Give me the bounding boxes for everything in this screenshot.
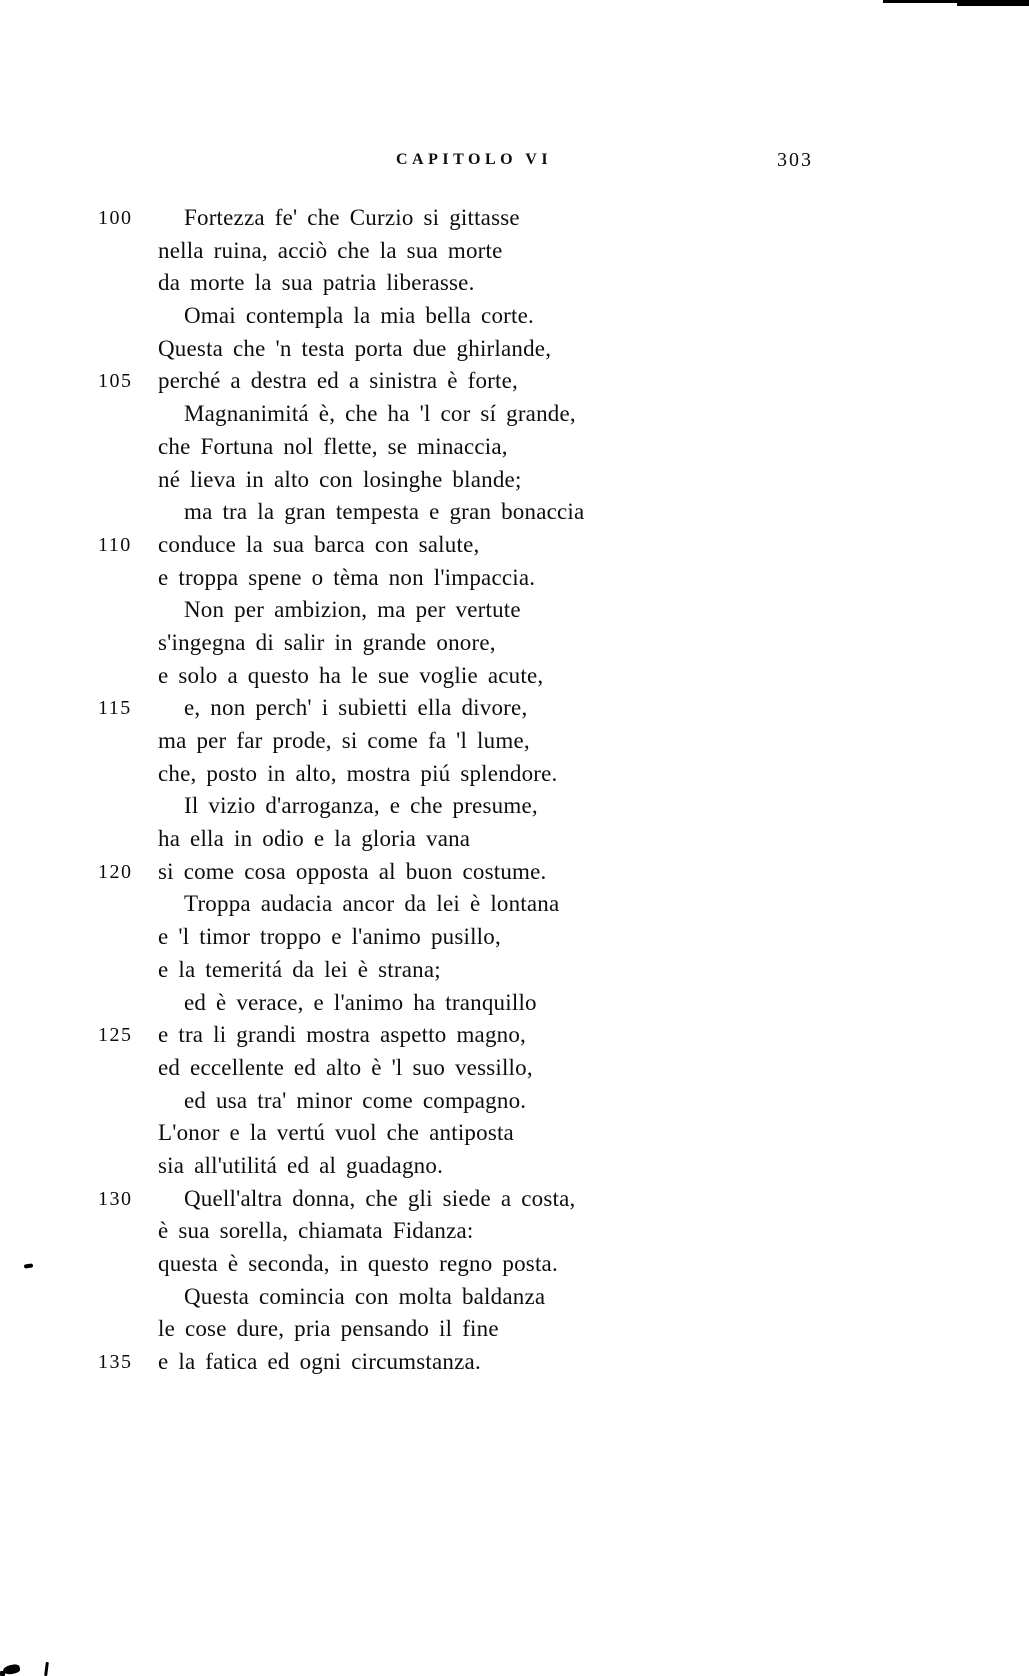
poem-line: [0, 594, 1029, 627]
poem-line: [0, 202, 1029, 235]
poem-line: [0, 431, 1029, 464]
poem-line: [0, 496, 1029, 529]
poem-line: [0, 954, 1029, 987]
poem-line: [0, 235, 1029, 268]
verse-text: Questa comincia con molta baldanza: [184, 1283, 546, 1309]
poem-line: [0, 1052, 1029, 1085]
poem-line: [0, 987, 1029, 1020]
poem-line: [0, 627, 1029, 660]
scan-artifact-top-bar-thick: [957, 0, 1029, 6]
poem-text-block: [0, 202, 1029, 1379]
poem-line: [0, 1313, 1029, 1346]
verse-text: né lieva in alto con losinghe blande;: [158, 466, 522, 492]
poem-line: [0, 562, 1029, 595]
verse-text: Questa che 'n testa porta due ghirlande,: [158, 335, 552, 361]
verse-text: e solo a questo ha le sue voglie acute,: [158, 662, 544, 688]
verse-text: da morte la sua patria liberasse.: [158, 270, 475, 296]
verse-text: e 'l timor troppo e l'animo pusillo,: [158, 924, 501, 950]
poem-line: [0, 1117, 1029, 1150]
verse-text: e la temeritá da lei è strana;: [158, 956, 441, 982]
poem-line: [0, 660, 1029, 693]
poem-line: [0, 464, 1029, 497]
verse-text: si come cosa opposta al buon costume.: [158, 858, 547, 884]
verse-text: nella ruina, acciò che la sua morte: [158, 237, 503, 263]
verse-text: che, posto in alto, mostra piú splendore.: [158, 760, 558, 786]
poem-line: [0, 921, 1029, 954]
poem-line: [0, 1085, 1029, 1118]
verse-text: e troppa spene o tèma non l'impaccia.: [158, 564, 536, 590]
verse-text: Quell'altra donna, che gli siede a costa,: [184, 1185, 576, 1211]
scan-artifact-corner-smudge: [2, 1663, 20, 1675]
verse-line-number: 115: [98, 697, 132, 720]
verse-text: e tra li grandi mostra aspetto magno,: [158, 1022, 526, 1048]
poem-line: [0, 529, 1029, 562]
poem-line: [0, 333, 1029, 366]
verse-text: Il vizio d'arroganza, e che presume,: [184, 793, 538, 819]
verse-text: ha ella in odio e la gloria vana: [158, 826, 471, 852]
verse-text: s'ingegna di salir in grande onore,: [158, 629, 496, 655]
poem-line: [0, 267, 1029, 300]
verse-text: Troppa audacia ancor da lei è lontana: [184, 891, 560, 917]
poem-line: [0, 398, 1029, 431]
verse-text: le cose dure, pria pensando il fine: [158, 1316, 499, 1342]
page-number: 303: [777, 149, 813, 171]
verse-text: questa è seconda, in questo regno posta.: [158, 1251, 558, 1276]
poem-line: [0, 300, 1029, 333]
poem-line: [0, 1150, 1029, 1183]
verse-text: Fortezza fe' che Curzio si gittasse: [184, 205, 520, 230]
verse-text: ed è verace, e l'animo ha tranquillo: [184, 989, 537, 1015]
verse-line-number: 105: [98, 370, 133, 393]
poem-line: [0, 823, 1029, 856]
verse-text: Magnanimitá è, che ha 'l cor sí grande,: [184, 401, 576, 427]
poem-line: [0, 1019, 1029, 1052]
poem-line: [0, 1248, 1029, 1281]
verse-text: ed usa tra' minor come compagno.: [184, 1087, 527, 1113]
poem-line: [0, 692, 1029, 725]
verse-text: ma tra la gran tempesta e gran bonaccia: [184, 499, 585, 525]
verse-text: ed eccellente ed alto è 'l suo vessillo,: [158, 1054, 533, 1080]
scan-artifact-corner-mark: [44, 1662, 49, 1676]
verse-text: ma per far prode, si come fa 'l lume,: [158, 728, 530, 753]
poem-line: [0, 758, 1029, 791]
poem-line: [0, 1183, 1029, 1216]
verse-text: Non per ambizion, ma per vertute: [184, 597, 521, 623]
poem-line: [0, 1346, 1029, 1379]
verse-text: è sua sorella, chiamata Fidanza:: [158, 1218, 474, 1244]
verse-line-number: 110: [98, 533, 132, 556]
verse-line-number: 135: [98, 1351, 133, 1374]
scan-artifact-corner-dot: [0, 1671, 5, 1676]
poem-line: [0, 725, 1029, 758]
verse-text: L'onor e la vertú vuol che antiposta: [158, 1120, 514, 1146]
verse-text: conduce la sua barca con salute,: [158, 531, 480, 557]
verse-text: perché a destra ed a sinistra è forte,: [158, 368, 518, 394]
verse-line-number: 130: [98, 1187, 133, 1210]
poem-line: [0, 1215, 1029, 1248]
verse-line-number: 100: [98, 207, 133, 229]
verse-text: Omai contempla la mia bella corte.: [184, 303, 534, 329]
verse-line-number: 120: [98, 860, 133, 883]
chapter-heading: CAPITOLO VI: [396, 151, 553, 168]
verse-line-number: 125: [98, 1024, 133, 1047]
verse-text: e la fatica ed ogni circumstanza.: [158, 1349, 481, 1375]
poem-line: [0, 365, 1029, 398]
poem-line: [0, 790, 1029, 823]
poem-line: [0, 856, 1029, 889]
verse-text: che Fortuna nol flette, se minaccia,: [158, 433, 508, 459]
verse-text: sia all'utilitá ed al guadagno.: [158, 1152, 444, 1178]
verse-text: e, non perch' i subietti ella divore,: [184, 695, 528, 721]
poem-line: [0, 888, 1029, 921]
poem-line: [0, 1281, 1029, 1314]
